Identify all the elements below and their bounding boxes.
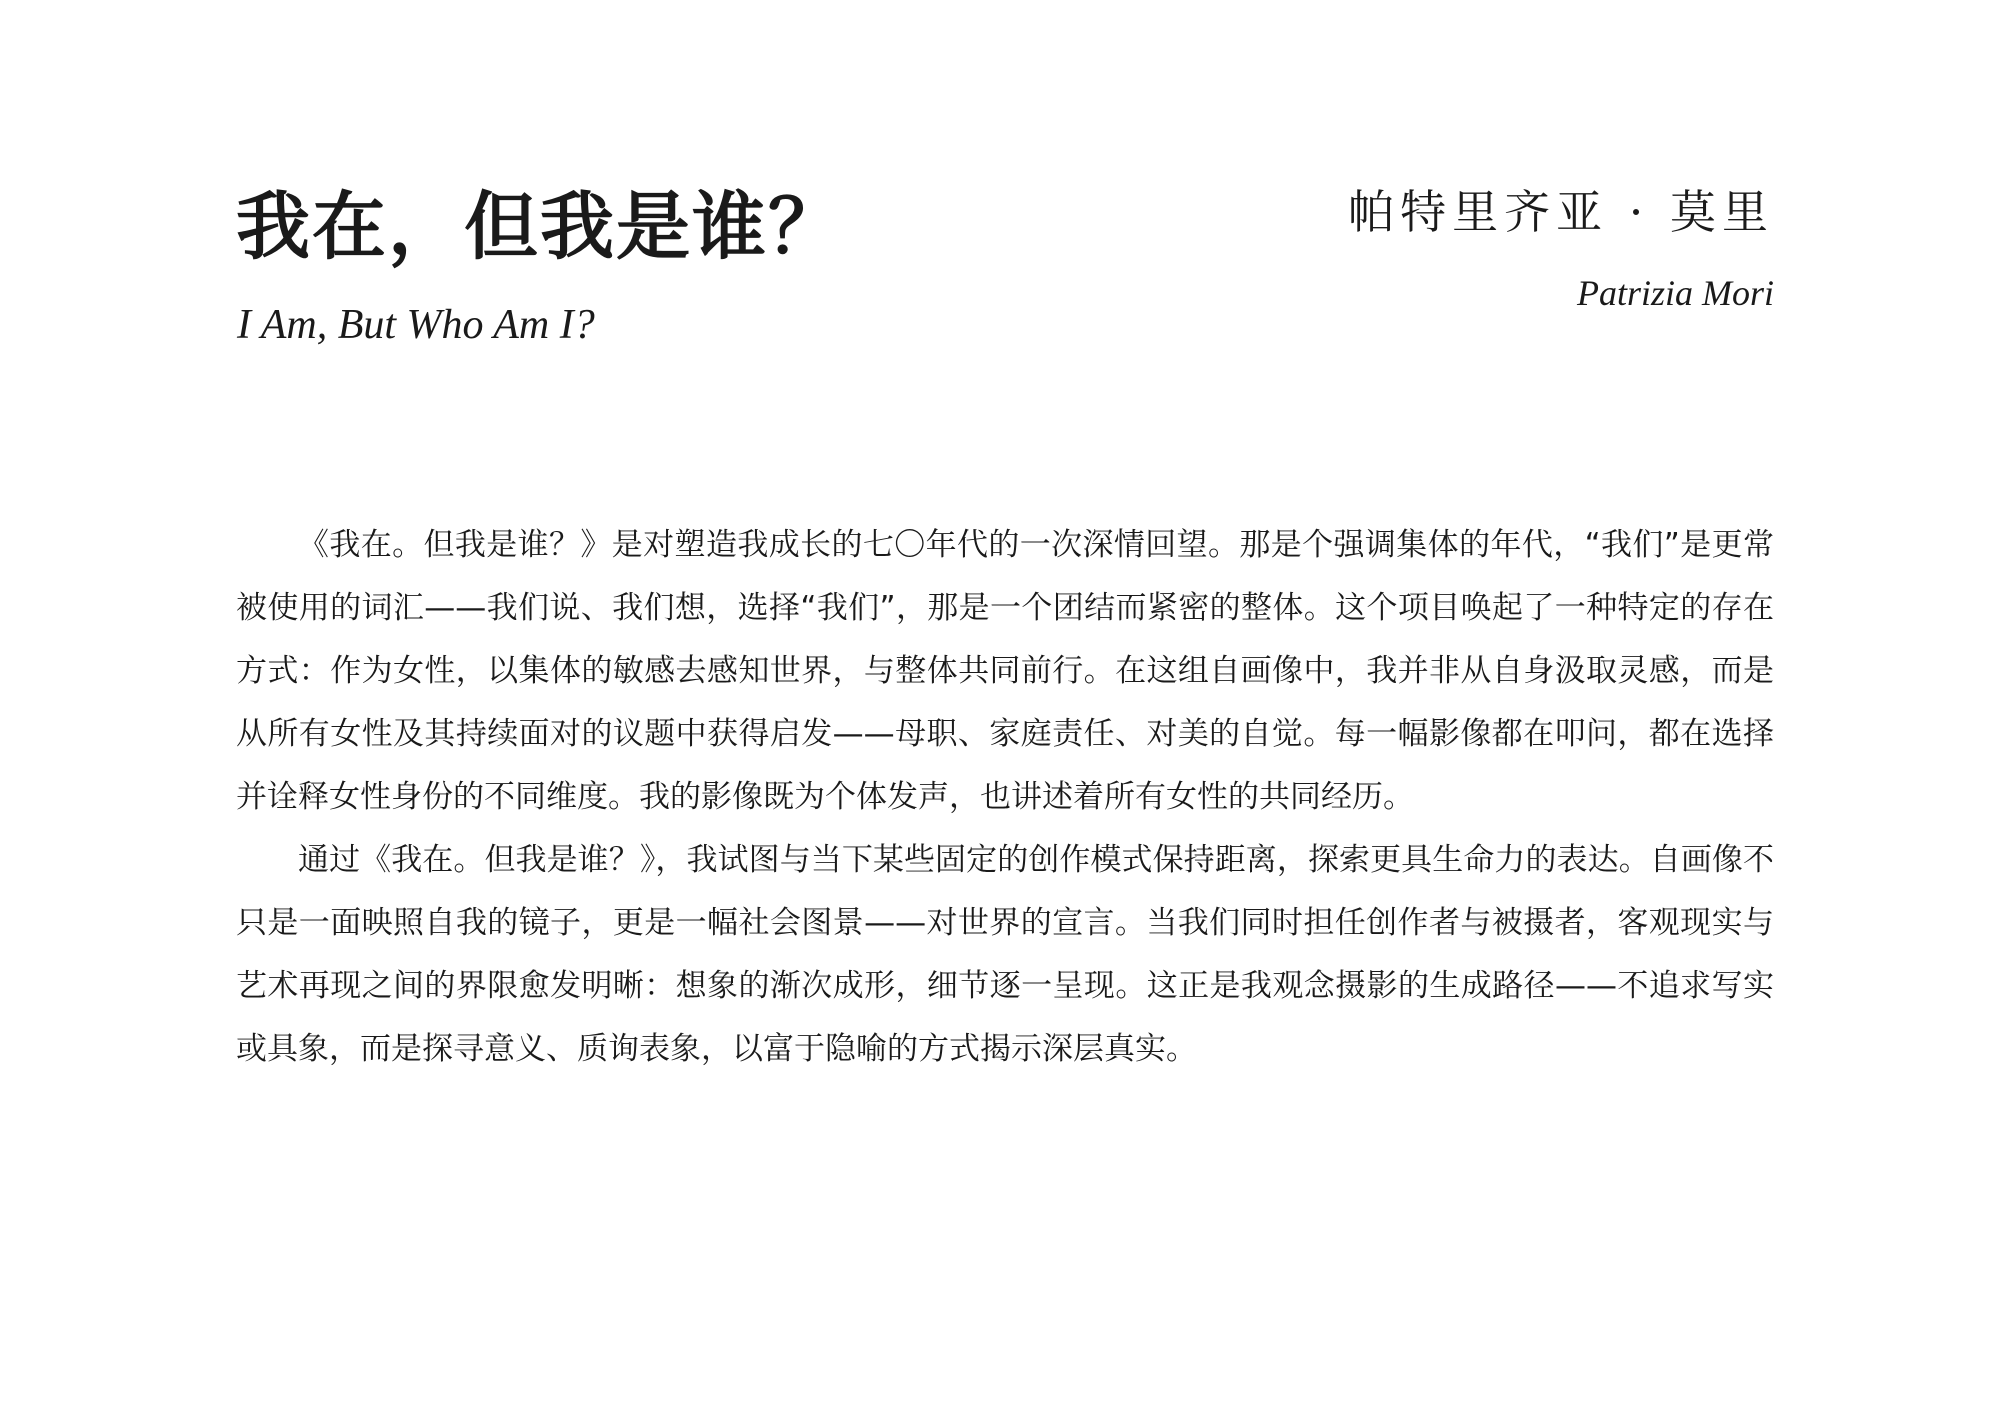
title-chinese: 我在，但我是谁？ [236,184,844,270]
paragraph-1: 《我在。但我是谁？》是对塑造我成长的七〇年代的一次深情回望。那是个强调集体的年代，“我们”是更常被使用的词汇——我们说、我们想，选择“我们”，那是一个团结而紧密的整体。这个项目唤起了一种特定的存在方式：作为女性，以集体的敏感去感知世界，与整体共同前行。在这组自画像中，我并非从自身汲取灵感，而是从所有女性及其持续面对的议题中获得启发——母职、家庭责任、对美的自觉。每一幅影像都在叩问，都在选择并诠释女性身份的不同维度。我的影像既为个体发声，也讲述着所有女性的共同经历。 [236,527,1774,815]
paragraph-2: 通过《我在。但我是谁？》，我试图与当下某些固定的创作模式保持距离，探索更具生命力的表达。自画像不只是一面映照自我的镜子，更是一幅社会图景——对世界的宣言。当我们同时担任创作者与被摄者，客观现实与艺术再现之间的界限愈发明晰：想象的渐次成形，细节逐一呈现。这正是我观念摄影的生成路径——不追求写实或具象，而是探寻意义、质询表象，以富于隐喻的方式揭示深层真实。 [236,842,1774,1067]
author-name-chinese: 帕特里齐亚 · 莫里 [1348,185,1774,239]
author-name-english: Patrizia Mori [1576,273,1774,313]
title-english: I Am, But Who Am I? [237,302,595,348]
body-text [236,514,1774,1081]
